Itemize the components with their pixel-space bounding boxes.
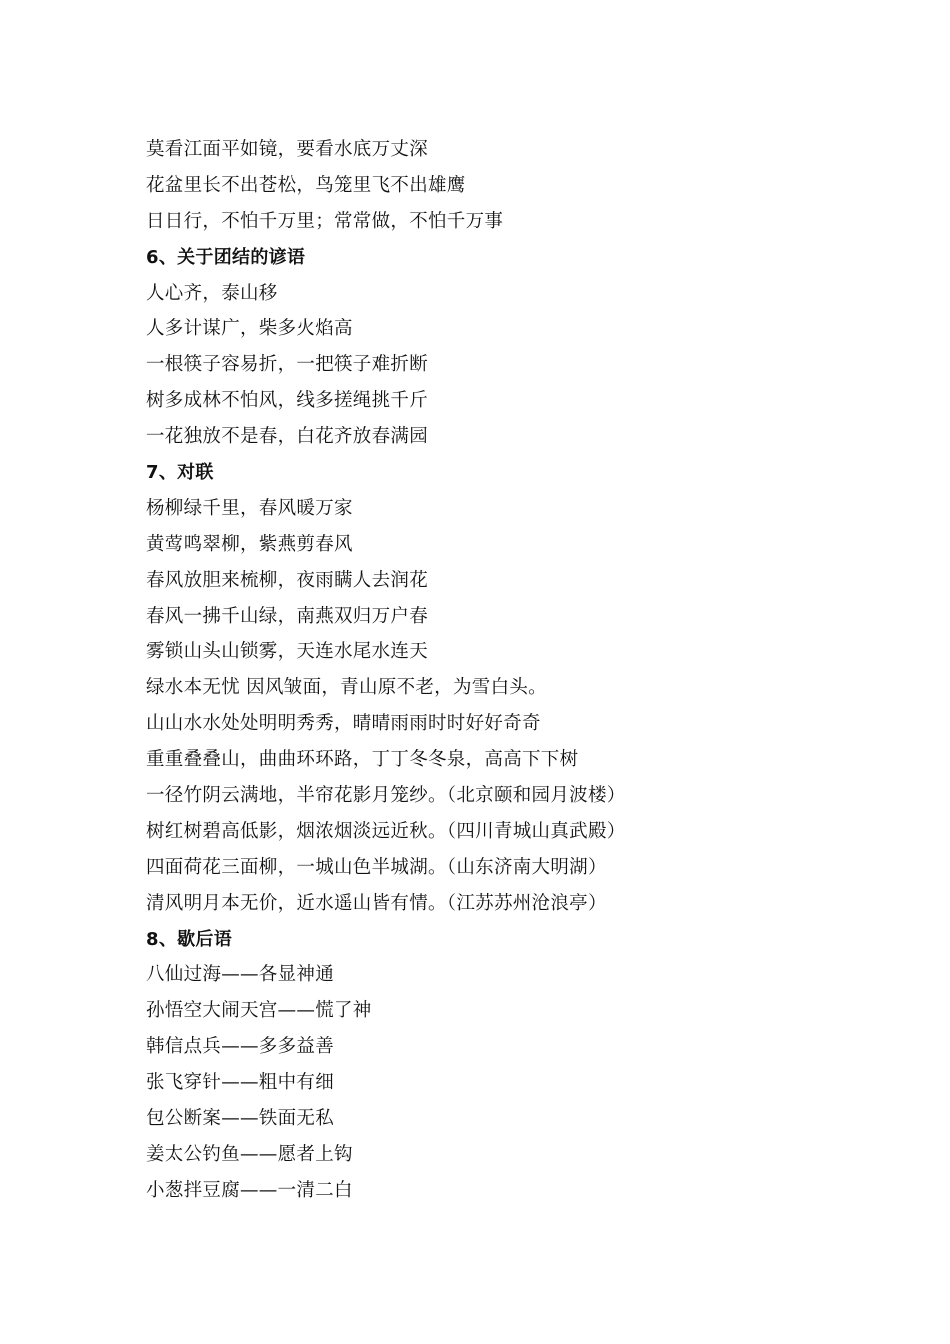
text-line: 一径竹阴云满地，半帘花影月笼纱。（北京颐和园月波楼） <box>146 785 626 807</box>
text-line: 黄莺鸣翠柳，紫燕剪春风 <box>146 533 353 555</box>
section-heading: 7、对联 <box>146 462 214 484</box>
text-line: 山山水水处处明明秀秀，晴晴雨雨时时好好奇奇 <box>146 713 541 735</box>
text-line: 张飞穿针——粗中有细 <box>146 1072 335 1094</box>
text-line: 一根筷子容易折，一把筷子难折断 <box>146 354 429 376</box>
text-line: 小葱拌豆腐——一清二白 <box>146 1179 353 1201</box>
text-line: 花盆里长不出苍松，鸟笼里飞不出雄鹰 <box>146 174 466 196</box>
text-line: 姜太公钓鱼——愿者上钩 <box>146 1143 353 1165</box>
text-line: 树红树碧高低影，烟浓烟淡远近秋。（四川青城山真武殿） <box>146 820 626 842</box>
text-line: 春风放胆来梳柳，夜雨瞒人去润花 <box>146 569 429 591</box>
text-line: 八仙过海——各显神通 <box>146 964 335 986</box>
text-line: 杨柳绿千里，春风暖万家 <box>146 497 353 519</box>
text-line: 人心齐，泰山移 <box>146 282 278 304</box>
text-line: 一花独放不是春，白花齐放春满园 <box>146 426 429 448</box>
text-line: 包公断案——铁面无私 <box>146 1108 335 1130</box>
text-line: 清风明月本无价，近水遥山皆有情。（江苏苏州沧浪亭） <box>146 892 607 914</box>
section-heading: 8、歇后语 <box>146 928 233 950</box>
text-line: 雾锁山头山锁雾，天连水尾水连天 <box>146 641 429 663</box>
document-body <box>146 132 846 1209</box>
text-line: 树多成林不怕风，线多搓绳挑千斤 <box>146 390 429 412</box>
text-line: 绿水本无忧 因风皱面，青山原不老，为雪白头。 <box>146 677 547 699</box>
text-line: 韩信点兵——多多益善 <box>146 1036 335 1058</box>
text-line: 春风一拂千山绿，南燕双归万户春 <box>146 605 429 627</box>
text-line: 四面荷花三面柳，一城山色半城湖。（山东济南大明湖） <box>146 856 607 878</box>
text-line: 日日行，不怕千万里；常常做，不怕千万事 <box>146 210 504 232</box>
text-line: 莫看江面平如镜，要看水底万丈深 <box>146 139 429 160</box>
text-line: 孙悟空大闹天宫——慌了神 <box>146 1000 372 1022</box>
text-line: 重重叠叠山，曲曲环环路，丁丁冬冬泉，高高下下树 <box>146 749 579 771</box>
text-line: 人多计谋广，柴多火焰高 <box>146 318 353 340</box>
section-heading: 6、关于团结的谚语 <box>146 246 306 268</box>
